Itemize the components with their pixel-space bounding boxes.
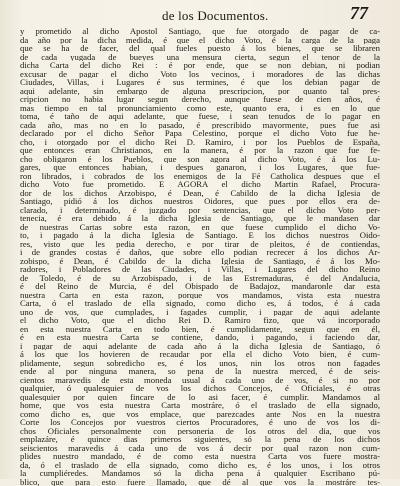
text-line: i de grandes costas é daños, que sobre ello podian recrecer á los dichos Ar-	[20, 248, 380, 257]
text-line: de nuestras Cartas sobre esta razon, en que fuese cumplido el dicho Vo-	[20, 223, 380, 232]
text-line: cho, i otorgado por el dicho Rei D. Ramiro, i por los Pueblos de España,	[20, 138, 380, 147]
text-line: que se ha de facer, del qual fueles puesto á los bienes, que se libraren	[20, 44, 380, 53]
text-line: da año por la dicha medida, é que el dicho Voto, é la carga de la paga	[20, 36, 380, 45]
text-line: é del Reino de Murcia, é del Obispado de Badajoz, mandaronle dar esta	[20, 282, 380, 291]
text-line: á los que los hovieren de recaudar por ella el dicho Voto bien, é cum-	[20, 350, 380, 359]
page-header	[0, 0, 400, 30]
text-line: cripcion no habia lugar segun derecho, aunque fuese de cien años, é	[20, 95, 380, 104]
text-line: Corte los Concejos por vuestros ciertos Procuradores, é uno de vos los di-	[20, 418, 380, 427]
text-line: clarado, i determinado, é juzgado por sentencias, que el dicho Voto per-	[20, 206, 380, 215]
text-line: en esta nuestra Carta en todo bien, é cumplidamente, segun que en él,	[20, 325, 380, 334]
text-line: de cada yugada de bueyes una mensura cierta, segun el tenor de la	[20, 53, 380, 62]
text-line: plidamente, segun sobredicho es, é los unos, nin los otros non fagades	[20, 359, 380, 368]
text-line: como dicho es, que vos emplace, que parezcades ante Nos en la nuestra	[20, 410, 380, 419]
text-line: dicha Carta del dicho Rei : é por ende, que se non debian, ni podian	[20, 61, 380, 70]
text-line: res, visto que les pedia derecho, e por tirar de pleitos, é de contiendas,	[20, 240, 380, 249]
text-line: Santiago, pidió á los dichos nuestros Oidores, que pues por ellos era de-	[20, 197, 380, 206]
text-line: dicho Voto fue prometido. E AGORA el dicho Martin Rafael, Procura-	[20, 180, 380, 189]
text-line: excusar de pagar el dicho Voto los vecinos, i moradores de las dichas	[20, 70, 380, 79]
text-line: radores, i Pobladores de las Ciudades, i Villas, i Lugares del dicho Reino	[20, 265, 380, 274]
text-line: emplazáre, é quince dias primeros siguientes, só la pena de los dichos	[20, 435, 380, 444]
text-line: zobispo, é Dean, é Cabildo de la dicha Iglesia de Santiago, é á los Mo-	[20, 257, 380, 266]
text-line: Carta, ó el traslado de ella signado, como dicho es, á todos, é á cada	[20, 299, 380, 308]
text-line: y prometido al dicho Apostol Santiago, que fue otorgado de pagar de ca-	[20, 27, 380, 36]
text-line: la cumpliéredes. Mandamos só la dicha pena á qualquier Escribano pú-	[20, 469, 380, 478]
text-line: seiscientos maravedis á cada uno de vos á decir por qual razon non cum-	[20, 444, 380, 453]
text-line: mas tiempo en tal pronunciamiento como este, quanto era, i es en lo que	[20, 104, 380, 113]
text-line: blico, que para esto fuere llamado, que dé al que vos la mostráre tes-	[20, 478, 380, 486]
text-line: que entonces eran Christianos, en la manera, é por la razon que fue fe-	[20, 146, 380, 155]
text-line: plides nuestro mandado, é de como esta nuestra Carta vos fuere mostra-	[20, 452, 380, 461]
text-line: gares, que entonces habian, i despues ganaron, i los Lugares, que fue-	[20, 163, 380, 172]
running-head: de los Documentos.	[162, 8, 269, 24]
text-line: cho obligaron é los Pueblos, que son agora al dicho Voto, é á los Lu-	[20, 155, 380, 164]
text-line: tenecia, é era debido á la dicha Iglesia de Santiago, que le mandasen dar	[20, 214, 380, 223]
text-line: ron librados, i cobrados de los enemigos de la Fé Catholica despues que el	[20, 172, 380, 181]
text-line: to, i pagado á la dicha Iglesia de Santiago. E los dichos nuestros Oido-	[20, 231, 380, 240]
text-line: qualquier, ó qualesquier de vos los dichos Concejos, é Oficiales, é otras	[20, 384, 380, 393]
text-line: ende al por ninguna manera, so pena de la nuestra merced, é de seis-	[20, 367, 380, 376]
text-line: i pagar de aqui adelante de cada año á la dicha Iglesia de Santiago, ó	[20, 342, 380, 351]
text-line: chos Oficiales personalmente con personeria de los otros del dia, que vos	[20, 427, 380, 436]
text-line: é en esta nuestra Carta se contiene, dando, i pagando, i faciendo dar,	[20, 333, 380, 342]
body-text	[20, 27, 380, 486]
page-number: 77	[350, 3, 368, 24]
text-line: da, ó el traslado de ella signado, como dicho es, é los unos, i los otros	[20, 461, 380, 470]
text-line: dor de los dichos Arzobispo, é Dean, é Cabildo de la dicha Iglesia de	[20, 189, 380, 198]
text-line: qualesquier por quien fincare de lo asi facer, é cumplir. Mandamos al	[20, 393, 380, 402]
text-line: de Toledo, é de su Arzobispado, i de las Estremaduras, é del Andalucia,	[20, 274, 380, 283]
text-line: home, que vos esta nuestra Carta mostráre, ó el traslado de ella signado,	[20, 401, 380, 410]
text-line: el dicho Voto, que el dicho Rei D. Ramiro fizo, que vá incorporado	[20, 316, 380, 325]
text-line: Ciudades, Villas, i Lugares é sus termines, é que los debian pagar de	[20, 78, 380, 87]
text-line: cientos maravedis de esta moneda usual á cada uno de vos, é si no por	[20, 376, 380, 385]
text-line: toma, é taño de aqui adelante, que fuese, i sean tenudos de lo pagar en	[20, 112, 380, 121]
text-line: nuestra Carta en esta razon, porque vos mandamos, vista esta nuestra	[20, 291, 380, 300]
text-line: cada año, mas no en lo pasado, é prescribido mayormente, pues fue asi	[20, 121, 380, 130]
text-line: uno de vos, que cumplades, i fagades cumplir, i pagar de aqui adelante	[20, 308, 380, 317]
text-line: aqui adelante, sin embargo de alguna prescripcion, por quanto tal pres-	[20, 87, 380, 96]
text-line: declarado por el dicho Señor Papa Celestino, porque el dicho Voto fue he-	[20, 129, 380, 138]
